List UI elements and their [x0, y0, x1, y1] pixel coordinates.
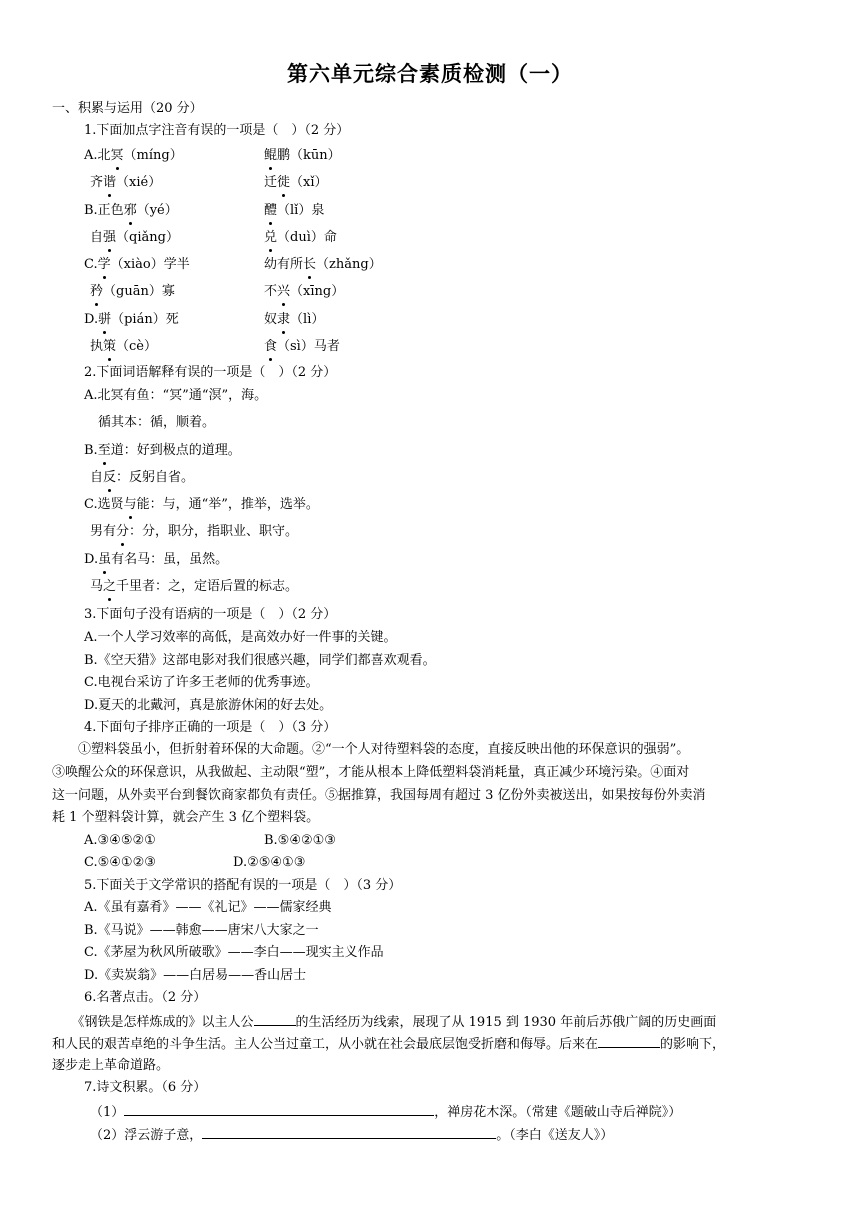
- option-text: （míng）: [123, 148, 183, 163]
- option-text: （xīng）: [290, 284, 345, 299]
- q2-option-line: [90, 577, 298, 597]
- q5-option-a: A.《虽有嘉肴》——《礼记》——儒家经典: [84, 900, 332, 915]
- emphasized-character: 矜: [90, 282, 103, 302]
- emphasized-character: 之: [103, 577, 116, 597]
- emphasized-character: 虽: [98, 550, 111, 570]
- emphasized-character: 谐: [103, 173, 116, 193]
- option-text: （pián）死: [111, 312, 179, 327]
- option-text: 循其本：循，顺着。: [98, 415, 216, 430]
- q1-option-right: [264, 255, 382, 275]
- q3-option-c: C.电视台采访了许多王老师的优秀事迹。: [84, 675, 319, 690]
- q7-item-text: 。（李白《送友人》）: [496, 1128, 614, 1143]
- q6-line: [52, 1011, 716, 1031]
- q7-item-number: （1）: [90, 1105, 125, 1120]
- option-text: 自: [90, 230, 104, 245]
- q5-option-c: C.《茅屋为秋风所破歌》——李白——现实主义作品: [84, 945, 384, 960]
- q5-stem: 5.下面关于文学常识的搭配有误的一项是（ ）（3 分）: [84, 878, 402, 893]
- q1-option-right: [264, 173, 328, 193]
- emphasized-character: 学: [98, 255, 111, 275]
- q3-option-a: A.一个人学习效率的高低，是高效办好一件事的关键。: [84, 630, 397, 645]
- q2-option-line: [90, 468, 194, 488]
- option-text: 能：与，通“举”，推举，选举。: [136, 497, 319, 512]
- q7-item-2: [90, 1124, 613, 1144]
- q4-option-c: C.⑤④①②③: [84, 855, 156, 870]
- q2-option-line: [84, 550, 228, 570]
- q1-option-right: [264, 201, 324, 221]
- option-text: 齐: [90, 175, 104, 190]
- emphasized-character: 分: [116, 522, 129, 542]
- q2-option-line: [90, 522, 298, 542]
- emphasized-character: 策: [103, 337, 116, 357]
- option-text: 奴: [264, 312, 278, 327]
- q1-option-left: [90, 173, 161, 193]
- emphasized-character: 强: [103, 228, 116, 248]
- q6-text: 的影响下，: [660, 1037, 726, 1052]
- q3-stem: 3.下面句子没有语病的一项是（ ）（2 分）: [84, 607, 337, 622]
- option-text: （xiào）学半: [110, 257, 190, 272]
- q3-option-b: B.《空天猎》这部电影对我们很感兴趣，同学们都喜欢观看。: [84, 653, 436, 668]
- page-title: 第六单元综合素质检测（一）: [287, 61, 573, 86]
- option-text: （xié）: [116, 175, 162, 190]
- answer-blank[interactable]: [254, 1011, 296, 1026]
- q4-option-a: A.③④⑤②①: [84, 833, 156, 848]
- option-text: ：反躬自省。: [116, 470, 195, 485]
- option-text: C.: [84, 257, 98, 272]
- answer-blank[interactable]: [124, 1101, 434, 1116]
- option-text: 执: [90, 339, 104, 354]
- option-text: 男有: [90, 524, 117, 539]
- q2-option-line: [84, 441, 241, 461]
- option-text: 道：好到极点的道理。: [110, 443, 241, 458]
- emphasized-character: 冥: [111, 146, 124, 166]
- emphasized-character: 隶: [277, 310, 290, 330]
- q7-stem: 7.诗文积累。（6 分）: [84, 1080, 207, 1095]
- q1-option-right: [264, 337, 340, 357]
- emphasized-character: 与: [124, 495, 137, 515]
- option-text: C.选贤: [84, 497, 124, 512]
- option-text: 有名马：虽，虽然。: [111, 552, 229, 567]
- q4-option-d: D.②⑤④①③: [233, 855, 306, 870]
- q6-text: 《钢铁是怎样炼成的》以主人公: [52, 1015, 254, 1030]
- q4-passage-line: 耗 1 个塑料袋计算，就会产生 3 亿个塑料袋。: [52, 810, 320, 825]
- emphasized-character: 骈: [98, 310, 111, 330]
- q2-option-line: [84, 386, 267, 406]
- option-text: ：分，职分，指职业、职守。: [129, 524, 299, 539]
- emphasized-character: 反: [103, 468, 116, 488]
- option-text: （qiǎng）: [116, 230, 179, 245]
- section-heading: 一、积累与运用（20 分）: [52, 101, 203, 116]
- option-text: （guān）寡: [103, 284, 175, 299]
- q1-option-left: [90, 228, 179, 248]
- q6-stem: 6.名著点击。（2 分）: [84, 990, 207, 1005]
- answer-blank[interactable]: [202, 1124, 496, 1139]
- emphasized-character: 鲲: [264, 146, 277, 166]
- option-text: （duì）命: [277, 230, 337, 245]
- q4-passage-line: 这一问题，从外卖平台到餐饮商家都负有责任。⑤据推算，我国每周有超过 3 亿份外卖被送出，如果按每份外卖消: [52, 788, 706, 803]
- option-text: 千里者：之，定语后置的标志。: [116, 579, 299, 594]
- q5-option-d: D.《卖炭翁》——白居易——香山居士: [84, 968, 307, 983]
- q3-option-d: D.夏天的北戴河，真是旅游休闲的好去处。: [84, 698, 333, 713]
- q6-line: 逐步走上革命道路。: [52, 1058, 170, 1073]
- option-text: （xǐ）: [290, 175, 328, 190]
- q1-option-left: [84, 255, 190, 275]
- q4-passage-line: ③唤醒公众的环保意识，从我做起、主动限“塑”，才能从根本上降低塑料袋消耗量，真正减少环境污染。④面对: [52, 765, 690, 780]
- option-text: 马: [90, 579, 104, 594]
- q4-passage-line: ①塑料袋虽小，但折射着环保的大命题。②“一个人对待塑料袋的态度，直接反映出他的环保意识的强弱”。: [52, 742, 690, 757]
- q1-option-left: [90, 337, 157, 357]
- option-text: （yé）: [136, 203, 178, 218]
- option-text: 自: [90, 470, 104, 485]
- q4-stem: 4.下面句子排序正确的一项是（ ）（3 分）: [84, 720, 337, 735]
- q1-option-right: [264, 282, 344, 302]
- q6-text: 和人民的艰苦卓绝的斗争生活。主人公当过童工，从小就在社会最底层饱受折磨和侮辱。后来在: [52, 1037, 599, 1052]
- q1-option-right: [264, 310, 324, 330]
- q2-stem: 2.下面词语解释有误的一项是（ ）（2 分）: [84, 365, 337, 380]
- q1-option-left: [84, 201, 178, 221]
- emphasized-character: 兴: [277, 282, 290, 302]
- q5-option-b: B.《马说》——韩愈——唐宋八大家之一: [84, 923, 319, 938]
- option-text: （lǐ）泉: [277, 203, 325, 218]
- option-text: B.: [84, 443, 98, 458]
- emphasized-character: 徙: [277, 173, 290, 193]
- q7-item-number: （2）浮云游子意，: [90, 1128, 203, 1143]
- q6-text: 的生活经历为线索，展现了从 1915 到 1930 年前后苏俄广阔的历史画面: [295, 1015, 717, 1030]
- option-text: 幼有所: [264, 257, 304, 272]
- q1-option-left: [84, 146, 183, 166]
- q2-option-line: [98, 413, 215, 433]
- option-text: 鹏（kūn）: [277, 148, 341, 163]
- q1-option-right: [264, 146, 341, 166]
- option-text: A.北冥有鱼：“冥”通“溟”，海。: [84, 388, 268, 403]
- q7-item-text: ，禅房花木深。（常建《题破山寺后禅院》）: [434, 1105, 682, 1120]
- emphasized-character: 兑: [264, 228, 277, 248]
- q1-option-right: [264, 228, 337, 248]
- option-text: D.: [84, 312, 99, 327]
- emphasized-character: 至: [98, 441, 111, 461]
- option-text: （cè）: [116, 339, 158, 354]
- option-text: （lì）: [290, 312, 325, 327]
- answer-blank[interactable]: [598, 1033, 660, 1048]
- emphasized-character: 醴: [264, 201, 277, 221]
- q2-option-line: [84, 495, 319, 515]
- q6-line: [52, 1033, 725, 1053]
- emphasized-character: 长: [303, 255, 316, 275]
- option-text: （sì）马者: [277, 339, 340, 354]
- option-text: B.正色: [84, 203, 124, 218]
- emphasized-character: 邪: [124, 201, 137, 221]
- option-text: 不: [264, 284, 278, 299]
- q7-item-1: [90, 1101, 681, 1121]
- q1-stem: 1.下面加点字注音有误的一项是（ ）（2 分）: [84, 123, 350, 138]
- q1-option-left: [90, 282, 175, 302]
- q4-option-b: B.⑤④②①③: [264, 833, 336, 848]
- option-text: D.: [84, 552, 99, 567]
- q1-option-left: [84, 310, 179, 330]
- option-text: （zhǎng）: [316, 257, 382, 272]
- emphasized-character: 食: [264, 337, 277, 357]
- option-text: 迁: [264, 175, 278, 190]
- option-text: A.北: [84, 148, 111, 163]
